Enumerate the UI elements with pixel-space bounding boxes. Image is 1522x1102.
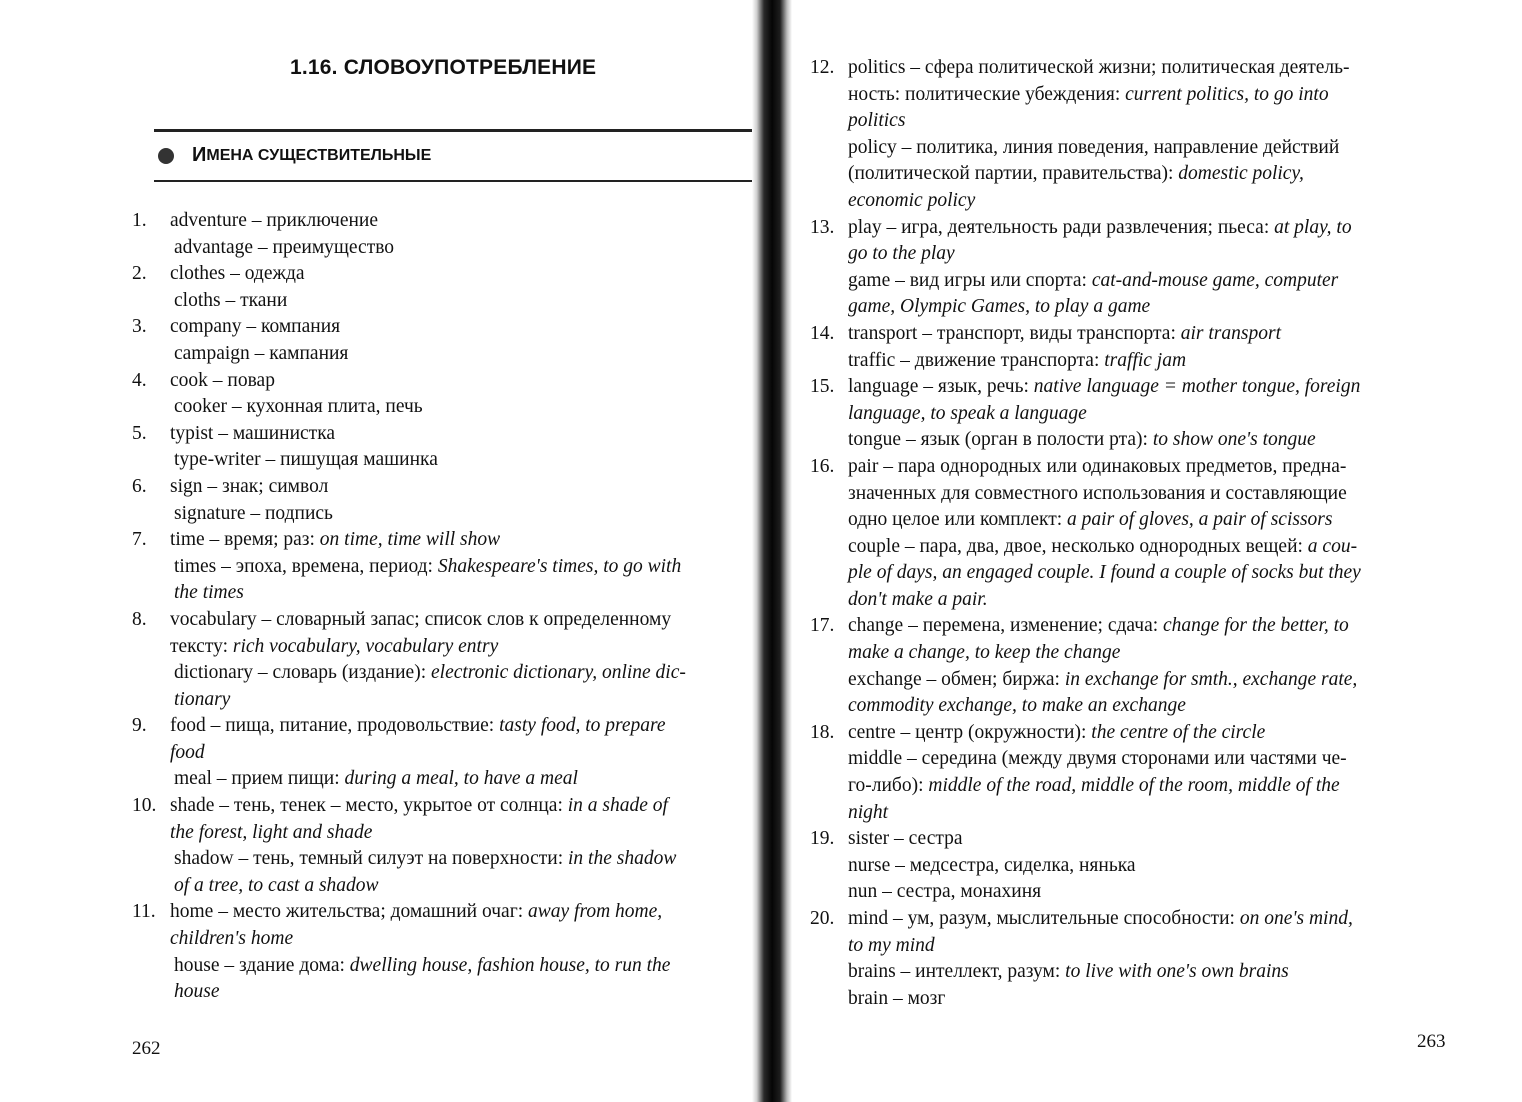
example-text: dwelling house, fashion house, to run the xyxy=(349,954,671,976)
entry-line xyxy=(848,746,1440,773)
example-text: politics xyxy=(848,110,906,132)
entry-line xyxy=(170,926,760,953)
entry-body xyxy=(848,454,1440,614)
definition-text: sign – знак; символ xyxy=(170,475,329,497)
example-text: go to the play xyxy=(848,243,955,265)
header-rule-top xyxy=(154,129,758,132)
entry xyxy=(132,368,760,421)
definition-text: cook – повар xyxy=(170,369,275,391)
entry-line xyxy=(848,613,1440,640)
entry-body xyxy=(170,421,760,474)
example-text: house xyxy=(174,981,220,1003)
definition-text: adventure – приключение xyxy=(170,210,379,231)
example-text: in the shadow xyxy=(568,848,677,870)
entry-line xyxy=(848,135,1440,162)
entry-line xyxy=(848,507,1440,534)
header-rule-bottom xyxy=(154,180,758,182)
entry-line xyxy=(848,667,1440,694)
definition-text: middle – середина (между двумя сторонами или частями че- xyxy=(848,748,1347,770)
definition-text: tongue – язык (орган в полости рта): xyxy=(848,429,1153,451)
entry xyxy=(132,261,760,314)
example-text: the times xyxy=(174,582,244,604)
definition-text: ность: политические убеждения: xyxy=(848,83,1126,105)
entry-line xyxy=(170,527,760,554)
entry xyxy=(132,208,760,261)
example-text: a pair of gloves, a pair of scissors xyxy=(1067,509,1333,531)
entry xyxy=(132,474,760,527)
entry-line xyxy=(170,314,760,341)
entry-line xyxy=(848,55,1440,82)
entry-line xyxy=(170,554,760,581)
entry-body xyxy=(170,261,760,314)
page-number-left: 262 xyxy=(132,1038,161,1059)
entry xyxy=(810,321,1440,374)
definition-text: typist – машинистка xyxy=(170,422,336,444)
entry-line xyxy=(170,899,760,926)
entry xyxy=(132,314,760,367)
entry-body xyxy=(848,720,1440,826)
entry-line xyxy=(848,481,1440,508)
entry-line xyxy=(170,766,760,793)
entry-line xyxy=(848,401,1440,428)
entry-line xyxy=(848,534,1440,561)
definition-text: тексту: xyxy=(170,635,233,657)
definition-text: mind – ум, разум, мыслительные способности: xyxy=(848,908,1240,929)
entry-line xyxy=(170,634,760,661)
entry-line xyxy=(848,986,1440,1013)
entry-line xyxy=(848,959,1440,986)
example-text: the centre of the circle xyxy=(1091,721,1266,743)
example-text: the forest, light and shade xyxy=(170,821,373,843)
definition-text: brain – мозг xyxy=(848,987,946,1009)
entry-number: 11. xyxy=(132,901,156,923)
entry-line xyxy=(848,374,1440,401)
entry-number: 20. xyxy=(810,908,835,929)
definition-text: traffic – движение транспорта: xyxy=(848,349,1105,371)
entry-line xyxy=(848,879,1440,906)
example-text: a cou- xyxy=(1307,535,1358,557)
entry-line xyxy=(848,800,1440,827)
entry-line xyxy=(848,294,1440,321)
definition-text: pair – пара однородных или одинаковых предметов, предна- xyxy=(848,455,1347,477)
entry xyxy=(810,454,1440,614)
example-text: don't make a pair. xyxy=(848,588,988,610)
entry-line xyxy=(170,979,760,1006)
entry-line xyxy=(848,587,1440,614)
example-text: to my mind xyxy=(848,934,935,956)
definition-text: signature – подпись xyxy=(174,502,333,524)
entry-line xyxy=(170,368,760,395)
entry-number: 5. xyxy=(132,422,147,444)
entry-number: 19. xyxy=(810,828,835,850)
definition-text: food – пища, питание, продовольствие: xyxy=(170,715,500,737)
entry-line xyxy=(848,560,1440,587)
entry-line xyxy=(848,241,1440,268)
entry-line xyxy=(848,427,1440,454)
definition-text: company – компания xyxy=(170,316,341,338)
section-header-rest: МЕНА СУЩЕСТВИТЕЛЬНЫЕ xyxy=(206,146,432,164)
example-text: economic policy xyxy=(848,189,976,211)
entry-number: 3. xyxy=(132,316,147,338)
definition-text: house – здание дома: xyxy=(174,954,350,976)
definition-text: sister – сестра xyxy=(848,828,963,850)
definition-text: transport – транспорт, виды транспорта: xyxy=(848,322,1181,344)
entry-body xyxy=(848,55,1440,215)
example-text: to show one's tongue xyxy=(1152,429,1316,451)
entry-line xyxy=(848,348,1440,375)
example-text: domestic policy, xyxy=(1178,163,1304,185)
definition-text: advantage – преимущество xyxy=(174,236,395,258)
entry-line xyxy=(170,501,760,528)
entry-number: 8. xyxy=(132,608,147,630)
example-text: food xyxy=(170,741,205,763)
definition-text: times – эпоха, времена, период: xyxy=(174,555,438,577)
entry-number: 6. xyxy=(132,475,147,497)
entry-line xyxy=(848,321,1440,348)
example-text: away from home, xyxy=(528,901,663,923)
example-text: tionary xyxy=(174,688,231,710)
example-text: ple of days, an engaged couple. I found a couple of socks but they xyxy=(848,562,1361,584)
entry-body xyxy=(170,713,760,793)
entry-number: 15. xyxy=(810,376,835,398)
example-text: Shakespeare's times, to go with xyxy=(437,555,682,577)
entry-list-right xyxy=(810,55,1440,1012)
definition-text: cloths – ткани xyxy=(174,289,288,311)
entry-body xyxy=(170,368,760,421)
definition-text: одно целое или комплект: xyxy=(848,509,1068,531)
definition-text: change – перемена, изменение; сдача: xyxy=(848,615,1164,637)
definition-text: го-либо): xyxy=(848,775,929,797)
entry-line xyxy=(848,215,1440,242)
entry-line xyxy=(848,268,1440,295)
definition-text: campaign – кампания xyxy=(174,342,349,364)
entry-number: 12. xyxy=(810,57,835,78)
entry-number: 14. xyxy=(810,322,835,344)
section-header-initial: И xyxy=(192,144,207,166)
entry-line xyxy=(170,474,760,501)
definition-text: dictionary – словарь (издание): xyxy=(174,662,431,684)
entry-body xyxy=(848,374,1440,454)
definition-text: couple – пара, два, двое, несколько однородных вещей: xyxy=(848,535,1308,557)
entry-line xyxy=(170,447,760,474)
entry-body xyxy=(170,793,760,899)
definition-text: play – игра, деятельность ради развлечения; пьеса: xyxy=(848,216,1275,238)
definition-text: vocabulary – словарный запас; список слов к определенному xyxy=(170,608,672,630)
entry-body xyxy=(848,613,1440,719)
entry xyxy=(132,713,760,793)
entry-body xyxy=(848,826,1440,906)
entry-body xyxy=(170,899,760,1005)
entry-line xyxy=(170,873,760,900)
entry-line xyxy=(170,660,760,687)
entry-line xyxy=(848,108,1440,135)
entry-line xyxy=(848,82,1440,109)
entry-line xyxy=(848,720,1440,747)
right-page xyxy=(770,0,1522,1102)
entry-line xyxy=(848,906,1440,933)
example-text: middle of the road, middle of the room, middle of the xyxy=(928,775,1340,797)
entry xyxy=(810,374,1440,454)
entry-number: 2. xyxy=(132,263,147,285)
entry xyxy=(132,421,760,474)
example-text: of a tree, to cast a shadow xyxy=(174,874,379,896)
entry-line xyxy=(170,341,760,368)
entry-line xyxy=(170,953,760,980)
example-text: on time, time will show xyxy=(319,529,501,551)
entry-number: 10. xyxy=(132,795,157,817)
definition-text: brains – интеллект, разум: xyxy=(848,961,1066,983)
entry xyxy=(132,899,760,1005)
entry-line xyxy=(170,846,760,873)
example-text: on one's mind, xyxy=(1239,908,1353,929)
example-text: to live with one's own brains xyxy=(1065,961,1289,983)
page-number-right: 263 xyxy=(1417,1031,1446,1052)
entry-line xyxy=(170,607,760,634)
entry-line xyxy=(170,235,760,262)
entry-number: 13. xyxy=(810,216,835,238)
example-text: change for the better, to xyxy=(1163,615,1349,637)
entry-number: 9. xyxy=(132,715,147,737)
example-text: commodity exchange, to make an exchange xyxy=(848,695,1186,717)
entry-line xyxy=(170,687,760,714)
entry-line xyxy=(170,208,760,235)
definition-text: shade – тень, тенек – место, укрытое от солнца: xyxy=(170,795,568,817)
entry xyxy=(810,613,1440,719)
entry-line xyxy=(170,793,760,820)
bullet-icon xyxy=(158,148,174,164)
example-text: language, to speak a language xyxy=(848,402,1087,424)
entry-line xyxy=(170,740,760,767)
entry xyxy=(810,720,1440,826)
definition-text: cooker – кухонная плита, печь xyxy=(174,396,423,418)
entry-line xyxy=(848,826,1440,853)
example-text: electronic dictionary, online dic- xyxy=(431,662,686,684)
entry xyxy=(810,906,1440,1012)
entry-list-left xyxy=(132,208,760,1006)
example-text: during a meal, to have a meal xyxy=(344,768,578,790)
entry-line xyxy=(170,820,760,847)
definition-text: policy – политика, линия поведения, направление действий xyxy=(848,136,1340,158)
entry-line xyxy=(848,454,1440,481)
definition-text: nun – сестра, монахиня xyxy=(848,881,1042,903)
entry-line xyxy=(848,693,1440,720)
entry-line xyxy=(848,640,1440,667)
example-text: make a change, to keep the change xyxy=(848,642,1121,664)
example-text: current politics, to go into xyxy=(1125,83,1329,105)
entry-number: 17. xyxy=(810,615,835,637)
example-text: children's home xyxy=(170,928,294,950)
definition-text: home – место жительства; домашний очаг: xyxy=(170,901,528,923)
entry-line xyxy=(170,580,760,607)
example-text: game, Olympic Games, to play a game xyxy=(848,296,1151,318)
entry-line xyxy=(170,421,760,448)
entry xyxy=(810,55,1440,215)
section-header xyxy=(158,144,431,167)
example-text: air transport xyxy=(1180,322,1281,344)
definition-text: type-writer – пишущая машинка xyxy=(174,449,438,471)
entry-line xyxy=(170,288,760,315)
definition-text: nurse – медсестра, сиделка, нянька xyxy=(848,854,1136,876)
example-text: in a shade of xyxy=(567,795,668,817)
example-text: night xyxy=(848,801,889,823)
example-text: traffic jam xyxy=(1104,349,1187,371)
example-text: cat-and-mouse game, computer xyxy=(1091,269,1339,291)
definition-text: centre – центр (окружности): xyxy=(848,721,1092,743)
entry-body xyxy=(170,607,760,713)
entry-number: 18. xyxy=(810,721,835,743)
entry-body xyxy=(170,208,760,261)
example-text: in exchange for smth., exchange rate, xyxy=(1064,668,1358,690)
entry-line xyxy=(848,773,1440,800)
example-text: native language = mother tongue, foreign xyxy=(1033,376,1361,398)
definition-text: значенных для совместного использования и составляющие xyxy=(848,482,1347,504)
entry-number: 16. xyxy=(810,455,835,477)
entry-number: 1. xyxy=(132,210,147,231)
entry xyxy=(132,527,760,607)
entry-line xyxy=(848,188,1440,215)
chapter-title: 1.16. СЛОВОУПОТРЕБЛЕНИЕ xyxy=(290,56,597,79)
entry-number: 7. xyxy=(132,529,147,551)
example-text: tasty food, to prepare xyxy=(499,715,666,737)
entry-body xyxy=(848,906,1440,1012)
definition-text: (политической партии, правительства): xyxy=(848,163,1179,185)
entry-body xyxy=(848,215,1440,321)
entry-body xyxy=(170,527,760,607)
definition-text: politics – сфера политической жизни; политическая деятель- xyxy=(848,57,1350,78)
definition-text: game – вид игры или спорта: xyxy=(848,269,1092,291)
entry xyxy=(810,215,1440,321)
entry-line xyxy=(170,713,760,740)
definition-text: language – язык, речь: xyxy=(848,376,1034,398)
entry-line xyxy=(848,933,1440,960)
entry xyxy=(132,607,760,713)
entry-number: 4. xyxy=(132,369,147,391)
definition-text: shadow – тень, темный силуэт на поверхности: xyxy=(174,848,569,870)
definition-text: clothes – одежда xyxy=(170,263,305,285)
entry-body xyxy=(170,474,760,527)
entry xyxy=(132,793,760,899)
entry-body xyxy=(170,314,760,367)
entry-line xyxy=(170,394,760,421)
example-text: rich vocabulary, vocabulary entry xyxy=(232,635,499,657)
example-text: at play, to xyxy=(1274,216,1352,238)
definition-text: meal – прием пищи: xyxy=(174,768,345,790)
definition-text: time – время; раз: xyxy=(170,529,320,551)
entry-line xyxy=(848,853,1440,880)
definition-text: exchange – обмен; биржа: xyxy=(848,668,1065,690)
entry-body xyxy=(848,321,1440,374)
entry-line xyxy=(848,161,1440,188)
entry xyxy=(810,826,1440,906)
entry-line xyxy=(170,261,760,288)
